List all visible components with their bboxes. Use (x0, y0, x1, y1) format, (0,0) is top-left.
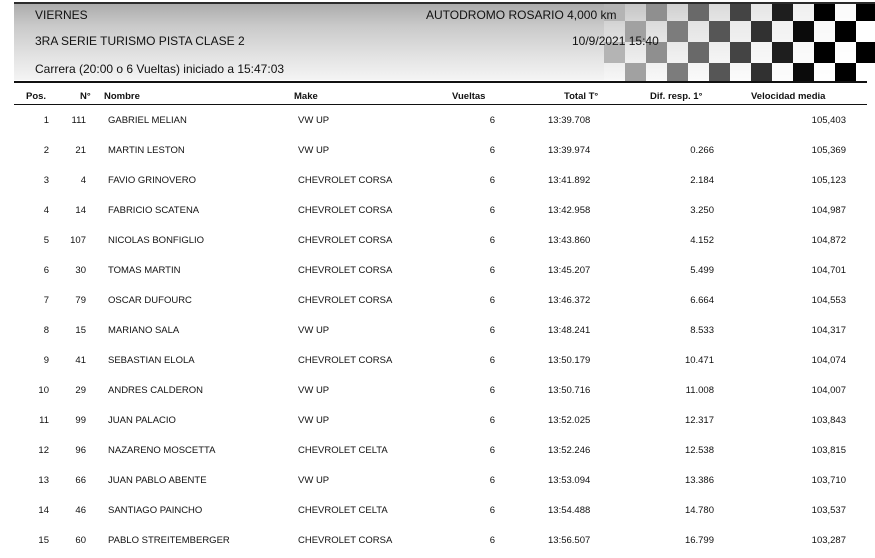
row-avg-speed: 104,317 (811, 325, 846, 336)
table-row (0, 226, 875, 256)
row-laps: 6 (489, 385, 495, 396)
row-total-time: 13:43.860 (548, 235, 591, 246)
row-laps: 6 (489, 505, 495, 516)
header-divider (14, 81, 867, 83)
row-pos: 4 (43, 205, 49, 216)
row-diff: 5.499 (690, 265, 714, 276)
row-diff: 13.386 (684, 475, 714, 486)
row-driver-name: OSCAR DUFOURC (108, 295, 192, 306)
row-make: CHEVROLET CELTA (298, 505, 388, 516)
row-total-time: 13:39.974 (548, 145, 591, 156)
row-avg-speed: 105,123 (811, 175, 846, 186)
row-laps: 6 (489, 265, 495, 276)
row-number: 66 (75, 475, 86, 486)
row-total-time: 13:50.179 (548, 355, 591, 366)
col-total-header: Total T° (564, 91, 599, 102)
row-avg-speed: 103,710 (811, 475, 846, 486)
row-make: VW UP (298, 415, 330, 426)
row-pos: 8 (43, 325, 49, 336)
table-row (0, 346, 875, 376)
row-total-time: 13:45.207 (548, 265, 591, 276)
row-diff: 2.184 (690, 175, 714, 186)
header-datetime: 10/9/2021 15:40 (572, 34, 659, 48)
row-pos: 5 (43, 235, 49, 246)
row-total-time: 13:56.507 (548, 535, 591, 546)
row-make: VW UP (298, 475, 330, 486)
row-driver-name: JUAN PABLO ABENTE (108, 475, 207, 486)
col-diff-header: Dif. resp. 1° (650, 91, 703, 102)
row-diff: 3.250 (690, 205, 714, 216)
row-driver-name: GABRIEL MELIAN (108, 115, 187, 126)
row-avg-speed: 105,369 (811, 145, 846, 156)
row-number: 99 (75, 415, 86, 426)
row-make: CHEVROLET CORSA (298, 235, 393, 246)
col-name-header: Nombre (104, 91, 140, 102)
row-make: CHEVROLET CORSA (298, 355, 393, 366)
row-diff: 0.266 (690, 145, 714, 156)
table-row (0, 196, 875, 226)
row-diff: 12.317 (684, 415, 714, 426)
table-row (0, 466, 875, 496)
row-make: CHEVROLET CORSA (298, 535, 393, 546)
header-race-info: Carrera (20:00 o 6 Vueltas) iniciado a 15:47:03 (35, 62, 285, 76)
row-avg-speed: 104,872 (811, 235, 846, 246)
row-avg-speed: 105,403 (811, 115, 846, 126)
table-row (0, 166, 875, 196)
row-driver-name: JUAN PALACIO (108, 415, 176, 426)
table-row (0, 436, 875, 466)
row-driver-name: MARTIN LESTON (108, 145, 185, 156)
row-avg-speed: 104,007 (811, 385, 846, 396)
row-diff: 11.008 (685, 385, 714, 396)
row-diff: 10.471 (684, 355, 714, 366)
row-pos: 13 (38, 475, 49, 486)
row-laps: 6 (489, 415, 495, 426)
results-header (14, 2, 875, 80)
row-avg-speed: 103,287 (811, 535, 846, 546)
row-driver-name: PABLO STREITEMBERGER (108, 535, 230, 546)
row-make: VW UP (298, 145, 330, 156)
table-row (0, 136, 875, 166)
row-total-time: 13:46.372 (548, 295, 591, 306)
row-total-time: 13:48.241 (548, 325, 591, 336)
row-pos: 2 (43, 145, 49, 156)
row-number: 60 (75, 535, 86, 546)
row-laps: 6 (489, 535, 495, 546)
col-pos-header: Pos. (26, 91, 47, 102)
row-avg-speed: 104,553 (811, 295, 846, 306)
row-avg-speed: 103,843 (811, 415, 846, 426)
header-circuit: AUTODROMO ROSARIO 4,000 km (426, 8, 617, 22)
col-make-header: Make (294, 91, 318, 102)
table-row (0, 526, 875, 556)
table-row (0, 406, 875, 436)
row-total-time: 13:52.246 (548, 445, 591, 456)
table-row (0, 106, 875, 136)
row-laps: 6 (489, 175, 495, 186)
row-number: 111 (71, 115, 86, 126)
table-row (0, 256, 875, 286)
row-laps: 6 (489, 205, 495, 216)
row-pos: 9 (43, 355, 49, 366)
col-num-header: N° (80, 91, 91, 102)
row-total-time: 13:53.094 (548, 475, 591, 486)
row-driver-name: MARIANO SALA (108, 325, 180, 336)
row-pos: 12 (38, 445, 49, 456)
row-driver-name: NAZARENO MOSCETTA (108, 445, 216, 456)
row-laps: 6 (489, 235, 495, 246)
column-header-divider (14, 104, 867, 105)
row-diff: 12.538 (684, 445, 714, 456)
row-pos: 15 (38, 535, 49, 546)
row-total-time: 13:50.716 (548, 385, 591, 396)
row-avg-speed: 104,701 (811, 265, 846, 276)
row-number: 107 (70, 235, 86, 246)
row-avg-speed: 103,537 (811, 505, 846, 516)
row-make: VW UP (298, 115, 330, 126)
row-pos: 3 (43, 175, 49, 186)
row-driver-name: SANTIAGO PAINCHO (108, 505, 203, 516)
table-row (0, 286, 875, 316)
row-make: CHEVROLET CORSA (298, 205, 393, 216)
row-number: 30 (75, 265, 86, 276)
row-total-time: 13:42.958 (548, 205, 591, 216)
row-laps: 6 (489, 325, 495, 336)
table-row (0, 316, 875, 346)
row-make: CHEVROLET CELTA (298, 445, 388, 456)
row-number: 4 (80, 175, 86, 186)
row-driver-name: FAVIO GRINOVERO (108, 175, 196, 186)
row-diff: 4.152 (690, 235, 714, 246)
row-total-time: 13:41.892 (548, 175, 591, 186)
row-pos: 6 (43, 265, 49, 276)
row-diff: 16.799 (684, 535, 714, 546)
row-laps: 6 (489, 445, 495, 456)
row-total-time: 13:54.488 (548, 505, 591, 516)
table-row (0, 496, 875, 526)
row-driver-name: TOMAS MARTIN (108, 265, 181, 276)
row-diff: 8.533 (690, 325, 714, 336)
row-pos: 11 (39, 415, 49, 426)
row-pos: 7 (43, 295, 49, 306)
row-pos: 10 (38, 385, 49, 396)
row-driver-name: ANDRES CALDERON (108, 385, 204, 396)
row-total-time: 13:39.708 (548, 115, 591, 126)
row-number: 46 (75, 505, 86, 516)
col-speed-header: Velocidad media (751, 91, 826, 102)
row-pos: 14 (38, 505, 49, 516)
header-series: 3RA SERIE TURISMO PISTA CLASE 2 (35, 34, 245, 48)
row-number: 14 (75, 205, 86, 216)
row-pos: 1 (43, 115, 49, 126)
row-make: CHEVROLET CORSA (298, 175, 393, 186)
row-make: CHEVROLET CORSA (298, 265, 393, 276)
table-row (0, 376, 875, 406)
row-number: 29 (75, 385, 86, 396)
row-number: 96 (75, 445, 86, 456)
row-driver-name: NICOLAS BONFIGLIO (108, 235, 205, 246)
row-driver-name: SEBASTIAN ELOLA (108, 355, 195, 366)
row-laps: 6 (489, 145, 495, 156)
row-laps: 6 (489, 295, 495, 306)
row-avg-speed: 103,815 (811, 445, 846, 456)
row-diff: 6.664 (690, 295, 714, 306)
row-make: VW UP (298, 385, 330, 396)
row-avg-speed: 104,987 (811, 205, 846, 216)
row-laps: 6 (489, 475, 495, 486)
row-laps: 6 (489, 355, 495, 366)
col-laps-header: Vueltas (452, 91, 486, 102)
row-diff: 14.780 (684, 505, 714, 516)
row-make: VW UP (298, 325, 330, 336)
row-number: 79 (75, 295, 86, 306)
row-driver-name: FABRICIO SCATENA (108, 205, 200, 216)
row-make: CHEVROLET CORSA (298, 295, 393, 306)
header-day: VIERNES (35, 8, 88, 22)
row-number: 21 (75, 145, 86, 156)
row-number: 41 (75, 355, 86, 366)
row-total-time: 13:52.025 (548, 415, 591, 426)
row-number: 15 (75, 325, 86, 336)
row-laps: 6 (489, 115, 495, 126)
row-avg-speed: 104,074 (811, 355, 846, 366)
